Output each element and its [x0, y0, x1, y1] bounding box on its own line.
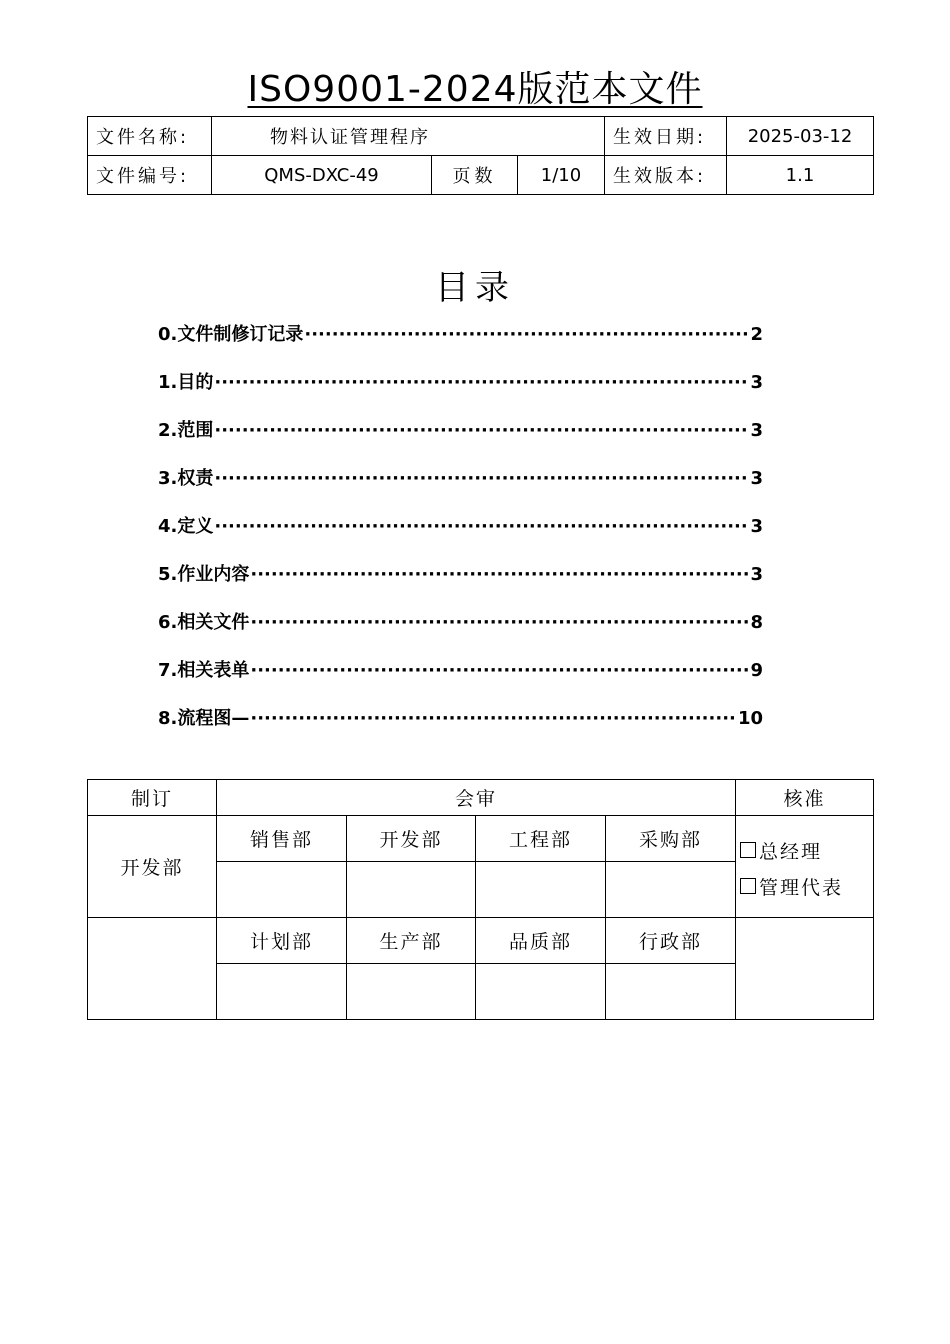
toc-dot-leader	[214, 414, 749, 448]
toc-item-page: 2	[750, 324, 763, 345]
toc-item-title: 2.范围	[158, 420, 214, 441]
approve-option-label: 管理代表	[759, 876, 844, 899]
toc-dot-leader	[250, 654, 749, 688]
toc-item-page: 3	[750, 372, 763, 393]
toc-item-title: 0.文件制修订记录	[158, 324, 304, 345]
signature-cell[interactable]	[347, 862, 476, 918]
document-title-text: ISO9001-2024版范本文件	[247, 69, 703, 110]
file-name-label: 文件名称:	[88, 117, 212, 156]
toc-item-title: 1.目的	[158, 372, 214, 393]
review-dept-label: 生产部	[347, 918, 476, 964]
toc-item[interactable]	[158, 510, 763, 558]
approve-header: 核准	[736, 780, 874, 816]
toc-item-page: 9	[750, 660, 763, 681]
review-header: 会审	[217, 780, 736, 816]
info-row-number	[88, 156, 874, 195]
review-dept-row-2	[88, 918, 874, 964]
toc-item-page: 10	[737, 708, 763, 729]
info-row-name	[88, 117, 874, 156]
signature-cell[interactable]	[606, 964, 736, 1020]
toc-item-page: 3	[750, 468, 763, 489]
review-dept-label: 工程部	[476, 816, 606, 862]
review-dept-label: 开发部	[347, 816, 476, 862]
document-info-table	[87, 116, 874, 195]
signature-cell[interactable]	[476, 862, 606, 918]
prepare-dept: 开发部	[88, 816, 217, 918]
toc-item-page: 8	[750, 612, 763, 633]
toc-dot-leader	[214, 510, 749, 544]
toc-heading: 目录	[435, 268, 515, 308]
checkbox-icon[interactable]	[740, 842, 756, 858]
approve-option-general-manager[interactable]	[740, 832, 873, 868]
approve-options	[736, 816, 874, 918]
toc-item[interactable]	[158, 318, 763, 366]
toc-item-page: 3	[750, 564, 763, 585]
signoff-table	[87, 779, 874, 1020]
toc-dot-leader	[250, 702, 737, 736]
toc-dot-leader	[214, 366, 749, 400]
pages-label: 页数	[432, 156, 518, 195]
toc-item[interactable]	[158, 366, 763, 414]
toc-item[interactable]	[158, 462, 763, 510]
toc-item[interactable]	[158, 702, 763, 750]
signature-cell[interactable]	[606, 862, 736, 918]
toc-item[interactable]	[158, 414, 763, 462]
toc-item[interactable]	[158, 558, 763, 606]
review-dept-label: 品质部	[476, 918, 606, 964]
approve-signature-cell[interactable]	[736, 918, 874, 1020]
prepare-header: 制订	[88, 780, 217, 816]
toc-item-page: 3	[750, 516, 763, 537]
toc-item-title: 5.作业内容	[158, 564, 250, 585]
signature-cell[interactable]	[476, 964, 606, 1020]
version-value: 1.1	[727, 156, 874, 195]
signature-cell[interactable]	[217, 964, 347, 1020]
review-dept-label: 销售部	[217, 816, 347, 862]
file-number-label: 文件编号:	[88, 156, 212, 195]
signature-cell[interactable]	[217, 862, 347, 918]
toc-item-title: 6.相关文件	[158, 612, 250, 633]
approve-option-management-rep[interactable]	[740, 868, 873, 904]
toc-dot-leader	[304, 318, 749, 352]
prepare-signature-cell[interactable]	[88, 918, 217, 1020]
review-dept-label: 行政部	[606, 918, 736, 964]
document-title	[0, 68, 950, 112]
toc-item-page: 3	[750, 420, 763, 441]
signature-cell[interactable]	[347, 964, 476, 1020]
toc-item-title: 4.定义	[158, 516, 214, 537]
file-number-value: QMS-DXC-49	[212, 156, 432, 195]
toc-item-title: 3.权责	[158, 468, 214, 489]
approve-option-label: 总经理	[759, 840, 823, 863]
toc-dot-leader	[214, 462, 749, 496]
review-dept-label: 采购部	[606, 816, 736, 862]
signoff-header-row	[88, 780, 874, 816]
file-name-value: 物料认证管理程序	[212, 117, 605, 156]
table-of-contents	[158, 318, 763, 750]
checkbox-icon[interactable]	[740, 878, 756, 894]
pages-value: 1/10	[518, 156, 605, 195]
toc-item[interactable]	[158, 606, 763, 654]
toc-item[interactable]	[158, 654, 763, 702]
toc-dot-leader	[250, 606, 749, 640]
review-dept-row-1	[88, 816, 874, 862]
toc-item-title: 7.相关表单	[158, 660, 250, 681]
version-label: 生效版本:	[605, 156, 727, 195]
review-dept-label: 计划部	[217, 918, 347, 964]
toc-dot-leader	[250, 558, 749, 592]
effective-date-label: 生效日期:	[605, 117, 727, 156]
toc-item-title: 8.流程图—	[158, 708, 250, 729]
effective-date-value: 2025-03-12	[727, 117, 874, 156]
